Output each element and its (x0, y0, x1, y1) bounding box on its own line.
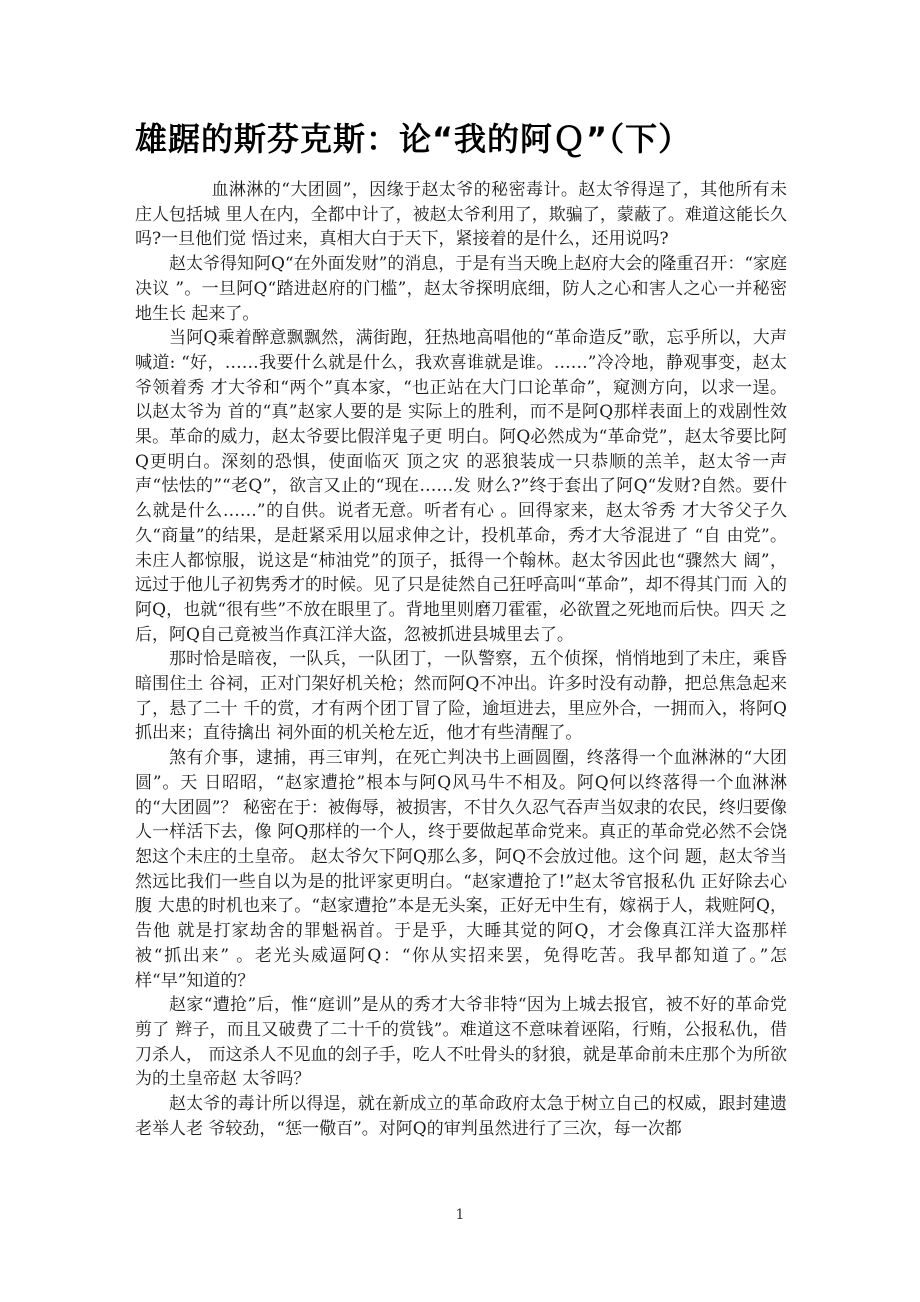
paragraph: 煞有介事，逮捕，再三审判，在死亡判决书上画圆圈，终落得一个血淋淋的“大团圆”。天 日昭昭，“赵家遭抢”根本与阿Q风马牛不相及。阿Q何以终落得一个血淋淋的“大团圆”？ 秘密在于：被侮辱，被损害，不甘久久忍气吞声当奴隶的农民，终归要像人一样活下去，像 阿Q那样的一个人，终于要做起革命党来。真正的革命党必然不会饶恕这个未庄的土皇帝。 赵太爷欠下阿Q那么多，阿Q不会放过他。这个问 题，赵太爷当然远比我们一些自以为是的批评家更明白。“赵家遭抢了!”赵太爷官报私仇 正好除去心腹 大患的时机也来了。“赵家遭抢”本是无头案，正好无中生有，嫁祸于人，栽赃阿Q，告他 就是打家劫舍的罪魁祸首。于是乎，大睡其觉的阿Q，才会像真江洋大盗那样被“抓出来” 。老光头威逼阿Q：“你从实招来罢，免得吃苦。我早都知道了。”怎样“早”知道的？ (135, 748, 787, 991)
paragraph: 赵太爷得知阿Q“在外面发财”的消息，于是有当天晚上赵府大会的隆重召开：“家庭决议 ”。一旦阿Q“踏进赵府的门槛”，赵太爷探明底细，防人之心和害人之心一并秘密地生长 起来了。 (135, 254, 788, 324)
paragraph: 当阿Q乘着醉意飘飘然，满街跑，狂热地高唱他的“革命造反”歌，忘乎所以，大声喊道: “好，……我要什么就是什么，我欢喜谁就是谁。……”冷冷地，静观事变，赵太爷领着秀 才大爷和“两个”真本家，“也正站在大门口论革命”，窥测方向，以求一逞。以赵太爷为 首的“真”赵家人要的是 实际上的胜利，而不是阿Q那样表面上的戏剧性效果。革命的威力，赵太爷要比假洋鬼子更 明白。阿Q必然成为“革命党”，赵太爷要比阿Q更明白。深刻的恐惧，使面临灭 顶之灾 的恶狼装成一只恭顺的羔羊，赵太爷一声声“怯怯的”“老Q”，欲言又止的“现在……发 财么?”终于套出了阿Q“发财?自然。要什么就是什么……”的自供。说者无意。听者有心 。回得家来，赵太爷秀 才大爷父子久久“商量”的结果，是赶紧采用以屈求伸之计，投机革命，秀才大爷混进了 “自 由党”。未庄人都惊服，说这是“柿油党”的顶子，抵得一个翰林。赵太爷因此也“骤然大 阔”，远过于他儿子初隽秀才的时候。见了只是徒然自己狂呼高叫“革命”，却不得其门而 入的阿Q，也就“很有些”不放在眼里了。背地里则磨刀霍霍，必欲置之死地而后快。四天 之后，阿Q自己竟被当作真江洋大盗，忽被抓进县城里去了。 (135, 328, 787, 645)
page-number: 1 (455, 1207, 465, 1223)
paragraph: 赵太爷的毒计所以得逞，就在新成立的革命政府太急于树立自己的权威，跟封建遗老举人老 爷较劲，“惩一儆百”。对阿Q的审判虽然进行了三次，每一次都 (135, 1094, 787, 1139)
document-title: 雄踞的斯芬克斯：论“我的阿Ｑ”（下） (135, 120, 692, 158)
paragraph: 血淋淋的“大团圆”，因缘于赵太爷的秘密毒计。赵太爷得逞了，其他所有未庄人包括城 里人在内，全都中计了，被赵太爷利用了，欺骗了，蒙蔽了。难道这能长久吗?一旦他们觉 悟过来，真相大白于天下，紧接着的是什么，还用说吗? (135, 180, 787, 250)
document-body (135, 178, 787, 1141)
paragraph: 赵家“遭抢”后，惟“庭训”是从的秀才大爷非特“因为上城去报官，被不好的革命党剪了 辫子，而且又破费了二十千的赏钱”。难道这不意味着诬陷，行贿，公报私仇，借刀杀人， 而这杀人不见血的刽子手，吃人不吐骨头的豺狼，就是革命前未庄那个为所欲为的土皇帝赵 太爷吗？ (135, 995, 787, 1090)
paragraph: 那时恰是暗夜，一队兵，一队团丁，一队警察，五个侦探，悄悄地到了未庄，乘昏暗围住土 谷祠，正对门架好机关枪；然而阿Q不冲出。许多时没有动静，把总焦急起来了，悬了二十 千的赏，才有两个团丁冒了险，逾垣进去，里应外合，一拥而入，将阿Q抓出来；直待擒出 祠外面的机关枪左近，他才有些清醒了。 (135, 649, 787, 744)
